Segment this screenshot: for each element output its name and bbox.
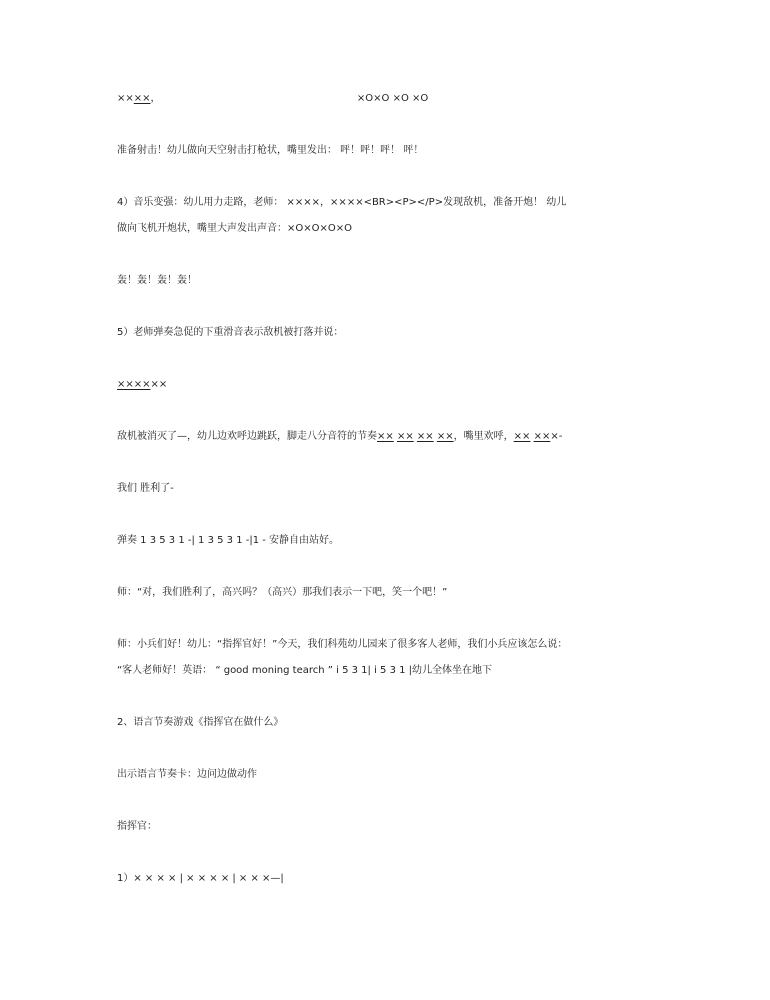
section-heading: 2、语言节奏游戏《指挥官在做什么》 bbox=[117, 717, 284, 728]
rhythm-eighth: ×× bbox=[533, 431, 551, 442]
paragraph-shoot: 准备射击！幼儿做向天空射击打枪状，嘴里发出： 呯！呯！呯！ 呯！ bbox=[117, 145, 424, 156]
rhythm-prefix: ×× bbox=[117, 93, 134, 104]
paragraph-play-notes: 弹奏 1 3 5 3 1 -| 1 3 5 3 1 -|1 - 安静自由站好。 bbox=[117, 535, 340, 546]
rhythm-pattern: ×O×O ×O ×O bbox=[356, 93, 429, 104]
paragraph-teacher-quote: 师：“对，我们胜利了，高兴吗？（高兴）那我们表示一下吧，笑一个吧！” bbox=[117, 587, 448, 598]
rhythm-eighth: ×× bbox=[396, 431, 414, 442]
paragraph-greeting: 师：小兵们好！幼儿：“指挥官好！”今天，我们科苑幼儿园来了很多客人老师，我们小兵应该怎么说： bbox=[117, 639, 568, 650]
rhythm-rest: ×× bbox=[150, 379, 168, 390]
rhythm-eighth: ×× bbox=[436, 431, 454, 442]
paragraph-commander: 指挥官： bbox=[117, 821, 157, 832]
text-segment: ，嘴里欢呼， bbox=[453, 431, 514, 442]
paragraph-enemy-destroyed bbox=[117, 430, 562, 444]
rhythm-comma: ， bbox=[150, 93, 161, 104]
rhythm-line-1 bbox=[117, 92, 428, 106]
paragraph-teacher-glissando: 5）老师弹奏急促的下重滑音表示敌机被打落并说： bbox=[117, 327, 344, 338]
rhythm-eighth: ×× bbox=[377, 431, 394, 442]
rhythm-line-2 bbox=[117, 378, 167, 392]
paragraph-fire-cannon: 做向飞机开炮状，嘴里大声发出声音：×O×O×O×O bbox=[117, 223, 352, 234]
paragraph-rhythm-card: 出示语言节奏卡：边问边做动作 bbox=[117, 769, 257, 780]
paragraph-english-greeting: “客人老师好！英语： “ good moning tearch ” i 5 3 1| i 5 3 1 |幼儿全体坐在地下 bbox=[117, 665, 493, 676]
rhythm-underlined: ×××× bbox=[117, 379, 151, 390]
rhythm-eighth: ×× bbox=[513, 431, 531, 442]
rhythm-line-3: 1）× × × × | × × × × | × × ×—| bbox=[117, 873, 284, 884]
rhythm-end: ×- bbox=[550, 431, 563, 442]
rhythm-eighth: ×× bbox=[416, 431, 434, 442]
paragraph-music-stronger: 4）音乐变强：幼儿用力走路，老师： ××××，××××<BR><P></P>发现敌机，准备开炮！ 幼儿 bbox=[117, 197, 567, 208]
paragraph-we-won: 我们 胜利了- bbox=[117, 483, 174, 494]
paragraph-boom: 轰！轰！轰！轰！ bbox=[117, 275, 197, 286]
text-segment: 敌机被消灭了—，幼儿边欢呼边跳跃，脚走八分音符的节奏 bbox=[117, 431, 377, 442]
rhythm-underlined: ×× bbox=[133, 93, 151, 104]
